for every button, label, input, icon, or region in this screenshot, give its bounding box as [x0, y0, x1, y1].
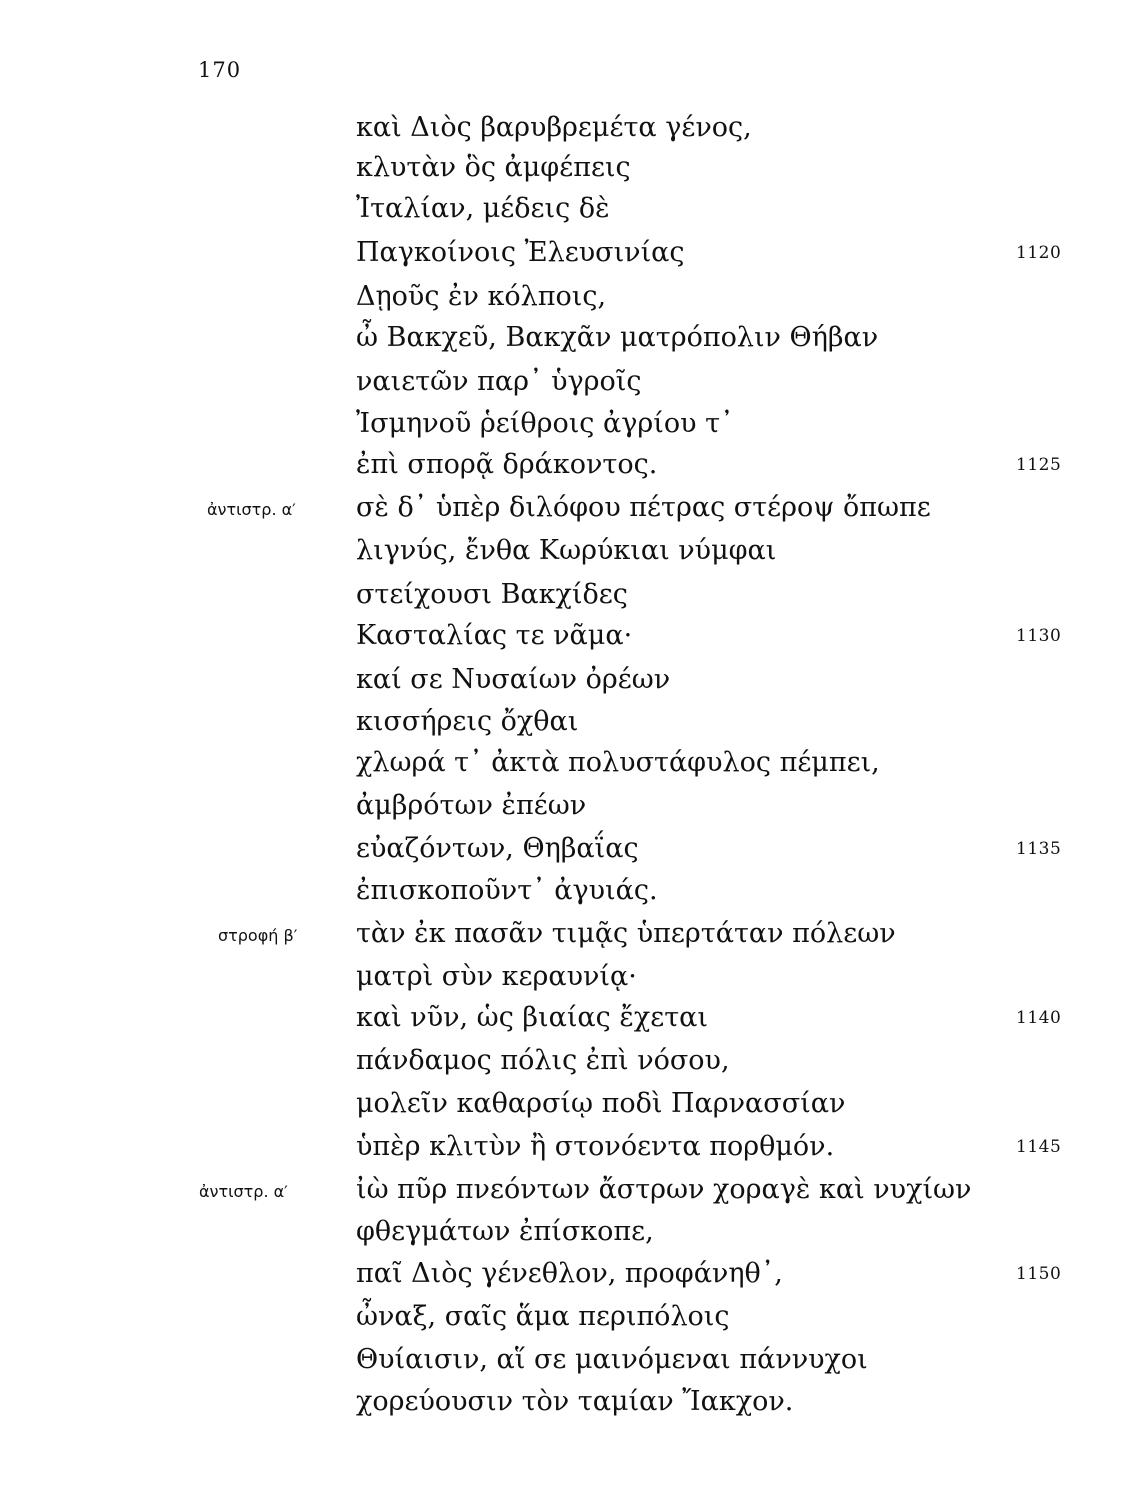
verse-text: χορεύουσιν τὸν ταμίαν Ἴακχον. — [356, 1386, 794, 1417]
verse-line — [0, 616, 1147, 656]
verse-text: ἐπὶ σπορᾷ δράκοντος. — [356, 449, 658, 480]
verse-line — [0, 1084, 1147, 1124]
verse-text: Ἰταλίαν, μέδεις δὲ — [356, 193, 610, 224]
verse-line — [0, 914, 1147, 954]
verse-line — [0, 575, 1147, 615]
verse-line — [0, 829, 1147, 869]
verse-text: Ἰσμηνοῦ ῥείθροις ἀγρίου τ᾽ — [356, 408, 734, 439]
verse-line — [0, 786, 1147, 826]
verse-text: χλωρά τ᾽ ἀκτὰ πολυστάφυλος πέμπει, — [356, 747, 880, 778]
line-number: 1135 — [1016, 839, 1062, 859]
verse-line — [0, 660, 1147, 700]
verse-line — [0, 1254, 1147, 1294]
verse-line — [0, 871, 1147, 911]
section-label-antistrophe: ἀντιστρ. α′ — [207, 500, 296, 519]
verse-text: Κασταλίας τε νᾶμα· — [356, 620, 633, 651]
verse-line — [0, 277, 1147, 317]
verse-text: ἰὼ πῦρ πνεόντων ἄστρων χοραγὲ καὶ νυχίων — [356, 1174, 972, 1205]
verse-text: μολεῖν καθαρσίῳ ποδὶ Παρνασσίαν — [356, 1088, 846, 1119]
verse-text: πάνδαμος πόλις ἐπὶ νόσου, — [356, 1045, 730, 1076]
verse-text: φθεγμάτων ἐπίσκοπε, — [356, 1216, 654, 1247]
verse-text: εὐαζόντων, Θηβαΐας — [356, 833, 639, 864]
verse-line — [0, 1041, 1147, 1081]
verse-text: κισσήρεις ὄχθαι — [356, 706, 579, 737]
verse-text: Θυίαισιν, αἵ σε μαινόμεναι πάννυχοι — [356, 1344, 868, 1375]
verse-text: ματρὶ σὺν κεραυνίᾳ· — [356, 961, 637, 992]
verse-text: καί σε Νυσαίων ὀρέων — [356, 664, 671, 695]
verse-text: κλυτὰν ὃς ἀμφέπεις — [356, 152, 631, 183]
line-number: 1125 — [1016, 455, 1062, 475]
verse-text: σὲ δ᾽ ὑπὲρ διλόφου πέτρας στέροψ ὄπωπε — [356, 492, 931, 523]
verse-text: ὑπὲρ κλιτὺν ἢ στονόεντα πορθμόν. — [356, 1131, 835, 1162]
verse-line — [0, 148, 1147, 188]
verse-text: παῖ Διὸς γένεθλον, προφάνηθ᾽, — [356, 1258, 783, 1289]
line-number: 1120 — [1016, 243, 1062, 263]
verse-line — [0, 743, 1147, 783]
verse-line — [0, 702, 1147, 742]
verse-text: ὦ Βακχεῦ, Βακχᾶν ματρόπολιν Θήβαν — [356, 322, 879, 353]
verse-line — [0, 1382, 1147, 1422]
verse-line — [0, 362, 1147, 402]
verse-text: καὶ νῦν, ὡς βιαίας ἔχεται — [356, 1002, 708, 1033]
verse-line — [0, 488, 1147, 528]
verse-line — [0, 318, 1147, 358]
line-number: 1145 — [1016, 1137, 1062, 1157]
verse-text: ὦναξ, σαῖς ἅμα περιπόλοις — [356, 1301, 730, 1332]
verse-line — [0, 531, 1147, 571]
line-number: 1140 — [1016, 1008, 1062, 1028]
verse-line — [0, 445, 1147, 485]
page-number: 170 — [198, 58, 242, 82]
verse-line — [0, 108, 1147, 148]
verse-text: καὶ Διὸς βαρυβρεμέτα γένος, — [356, 112, 752, 143]
section-label-antistrophe: ἀντιστρ. α′ — [199, 1182, 288, 1201]
verse-line — [0, 189, 1147, 229]
verse-text: λιγνύς, ἔνθα Κωρύκιαι νύμφαι — [356, 535, 777, 566]
section-label-strophe: στροφή β′ — [218, 926, 298, 945]
verse-text: ἐπισκοποῦντ᾽ ἀγυιάς. — [356, 875, 658, 906]
line-number: 1150 — [1016, 1264, 1062, 1284]
verse-text: ναιετῶν παρ᾽ ὑγροῖς — [356, 366, 642, 397]
verse-line — [0, 1212, 1147, 1252]
verse-line — [0, 1127, 1147, 1167]
verse-text: ἀμβρότων ἐπέων — [356, 790, 587, 821]
verse-text: Δῃοῦς ἐν κόλποις, — [356, 281, 607, 312]
verse-line — [0, 998, 1147, 1038]
verse-text: τὰν ἐκ πασᾶν τιμᾷς ὑπερτάταν πόλεων — [356, 918, 896, 949]
verse-line — [0, 1170, 1147, 1210]
verse-text: Παγκοίνοις Ἐλευσινίας — [356, 237, 685, 268]
line-number: 1130 — [1016, 626, 1062, 646]
verse-line — [0, 1340, 1147, 1380]
verse-line — [0, 404, 1147, 444]
verse-line — [0, 957, 1147, 997]
verse-line — [0, 233, 1147, 273]
verse-text: στείχουσι Βακχίδες — [356, 579, 628, 610]
verse-line — [0, 1297, 1147, 1337]
